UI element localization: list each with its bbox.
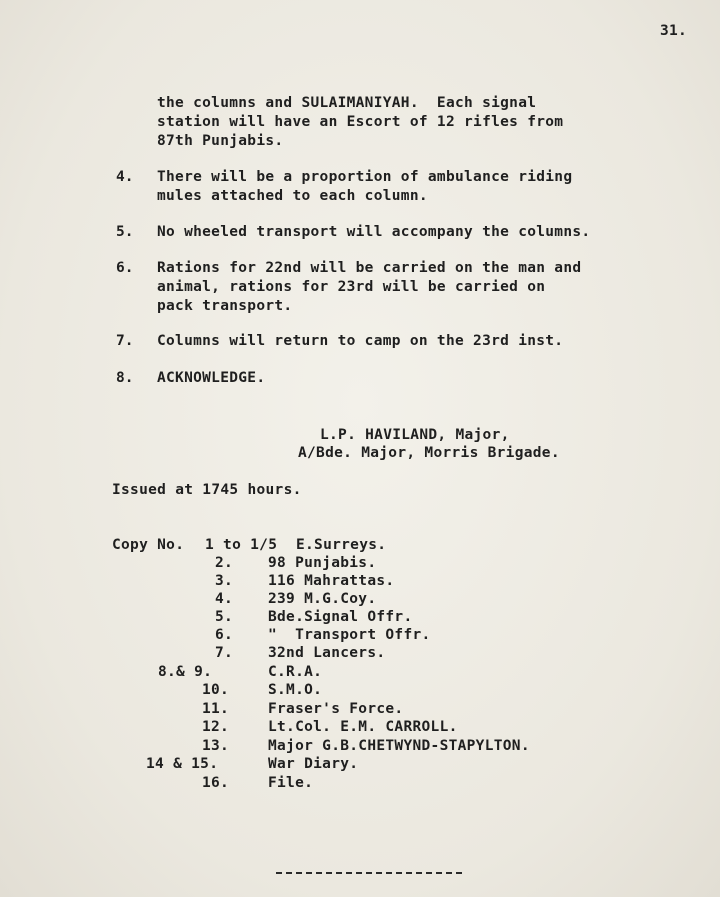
intro-line: the columns and SULAIMANIYAH. Each signal	[157, 95, 537, 111]
copy-number: 10.	[202, 682, 230, 698]
copy-number: 8.& 9.	[158, 664, 213, 680]
copy-recipient: File.	[268, 775, 314, 791]
page-number: 31.	[660, 23, 688, 39]
issued-line: Issued at 1745 hours.	[112, 482, 302, 498]
copy-recipient: " Transport Offr.	[268, 627, 431, 643]
copy-recipient: Fraser's Force.	[268, 701, 404, 717]
copy-recipient: 98 Punjabis.	[268, 555, 377, 571]
copy-recipient: 32nd Lancers.	[268, 645, 386, 661]
item-line: Rations for 22nd will be carried on the man and	[157, 260, 582, 276]
copy-number: 14 & 15.	[146, 756, 219, 772]
item-number: 6.	[116, 260, 134, 276]
copy-label: Copy No.	[112, 537, 185, 553]
copy-number: 2.	[215, 555, 234, 571]
copy-recipient: S.M.O.	[268, 682, 323, 698]
copy-recipient: War Diary.	[268, 756, 359, 772]
copy-recipient: E.Surreys.	[296, 537, 387, 553]
item-line: ACKNOWLEDGE.	[157, 370, 266, 386]
item-line: mules attached to each column.	[157, 188, 428, 204]
copy-number: 11.	[202, 701, 230, 717]
copy-number: 6.	[215, 627, 234, 643]
signature-name: L.P. HAVILAND, Major,	[320, 427, 510, 443]
copy-recipient: 239 M.G.Coy.	[268, 591, 377, 607]
copy-recipient: 116 Mahrattas.	[268, 573, 395, 589]
copy-recipient: Lt.Col. E.M. CARROLL.	[268, 719, 458, 735]
copy-number: 16.	[202, 775, 230, 791]
copy-number: 3.	[215, 573, 234, 589]
intro-line: 87th Punjabis.	[157, 133, 284, 149]
signature-title: A/Bde. Major, Morris Brigade.	[298, 445, 560, 461]
copy-number: 13.	[202, 738, 230, 754]
item-number: 7.	[116, 333, 134, 349]
copy-number: 4.	[215, 591, 234, 607]
copy-recipient: Major G.B.CHETWYND-STAPYLTON.	[268, 738, 530, 754]
copy-number: 12.	[202, 719, 230, 735]
copy-recipient: Bde.Signal Offr.	[268, 609, 413, 625]
item-line: animal, rations for 23rd will be carried on	[157, 279, 546, 295]
item-line: No wheeled transport will accompany the columns.	[157, 224, 591, 240]
item-number: 4.	[116, 169, 134, 185]
closing-rule	[276, 872, 462, 874]
copy-number: 1 to 1/5	[205, 537, 278, 553]
item-line: There will be a proportion of ambulance riding	[157, 169, 573, 185]
copy-recipient: C.R.A.	[268, 664, 323, 680]
copy-number: 7.	[215, 645, 234, 661]
intro-line: station will have an Escort of 12 rifles from	[157, 114, 564, 130]
item-line: Columns will return to camp on the 23rd inst.	[157, 333, 564, 349]
copy-number: 5.	[215, 609, 234, 625]
item-line: pack transport.	[157, 298, 293, 314]
item-number: 8.	[116, 370, 134, 386]
item-number: 5.	[116, 224, 134, 240]
